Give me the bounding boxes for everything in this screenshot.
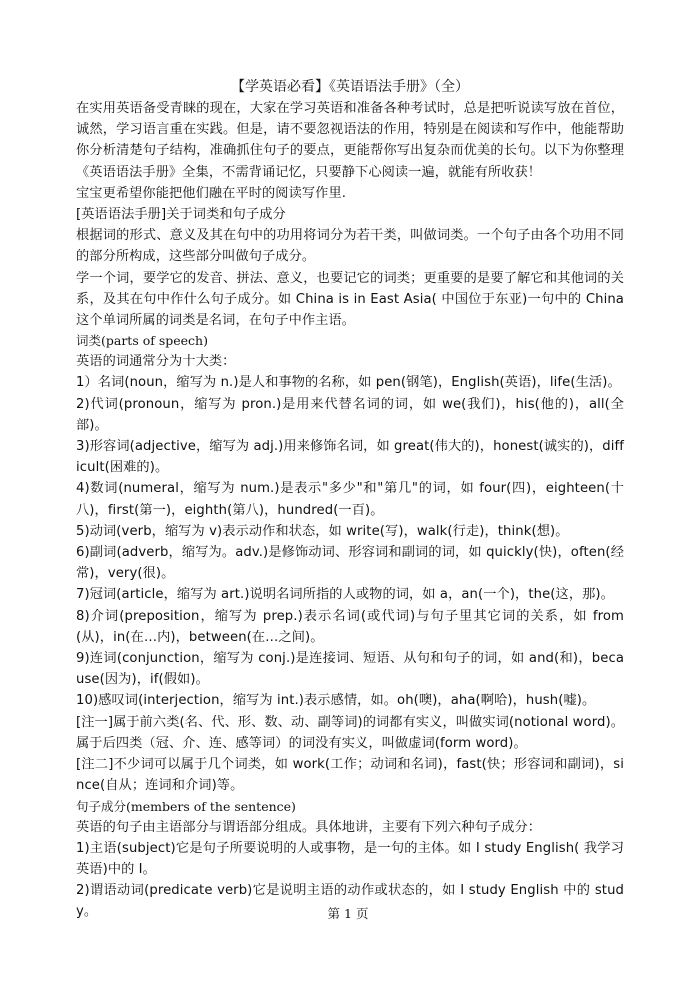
document-title: 【学英语必看】《英语语法手册》（全） — [231, 79, 469, 95]
page-number: 第 1 页 — [327, 906, 369, 921]
list-item: 1）名词(noun，缩写为 n.)是人和事物的名称，如 pen(钢笔)，English(英语)，life(生活)。 — [76, 375, 621, 391]
list-item: 2)谓语动词(predicate verb)它是说明主语的动作或状态的，如 I study English 中的 study。 — [76, 883, 624, 920]
list-item: 7)冠词(article，缩写为 art.)说明名词所指的人或物的词，如 a，an(一个)，the(这，那)。 — [76, 587, 614, 603]
note-item: [注一]属于前六类(名、代、形、数、动、副等词)的词都有实义，叫做实词(notional word)。属于后四类（冠、介、连、感等词）的词没有实义，叫做虚词(form word)。 — [76, 714, 625, 751]
list-item: 1)主语(subject)它是句子所要说明的人或事物，是一句的主体。如 I study English( 我学习英语)中的 I。 — [76, 840, 624, 877]
paragraph: 英语的词通常分为十大类： — [76, 354, 236, 370]
list-item: 9)连词(conjunction，缩写为 conj.)是连接词、短语、从句和句子的词，如 and(和)，because(因为)，if(假如)。 — [76, 651, 624, 688]
list-item: 2)代词(pronoun，缩写为 pron.)是用来代替名词的词，如 we(我们)，his(他的)，all(全部)。 — [76, 396, 624, 433]
list-item: 10)感叹词(interjection，缩写为 int.)表示感情，如。oh(噢)，aha(啊哈)，hush(嘘)。 — [76, 693, 596, 709]
paragraph: 根据词的形式、意义及其在句中的功用将词分为若干类，叫做词类。一个句子由各个功用不同的部分所构成，这些部分叫做句子成分。 — [76, 228, 624, 265]
paragraph: 英语的句子由主语部分与谓语部分组成。具体地讲，主要有下列六种句子成分： — [76, 819, 542, 835]
list-item: 6)副词(adverb，缩写为。adv.)是修饰动词、形容词和副词的词，如 quickly(快)，often(经常)，very(很)。 — [76, 545, 624, 582]
list-item: 5)动词(verb，缩写为 v)表示动作和状态，如 write(写)，walk(行走)，think(想)。 — [76, 523, 569, 539]
document-body — [76, 77, 624, 923]
paragraph: 学一个词，要学它的发音、拼法、意义，也要记它的词类；更重要的是要了解它和其他词的关系，及其在句中作什么句子成分。如 China is in East Asia( 中国位于东亚)一句中的 China 这个单词所属的词类是名词，在句子中作主语。 — [76, 270, 624, 329]
list-item: 8)介词(preposition，缩写为 prep.)表示名词(或代词)与句子里其它词的关系，如 from(从)，in(在…内)，between(在…之间)。 — [76, 608, 624, 645]
section-heading: [英语语法手册]关于词类和句子成分 — [76, 207, 286, 223]
subsection-heading: 词类(parts of speech) — [76, 333, 208, 349]
intro-paragraph: 在实用英语备受青睐的现在，大家在学习英语和准备各种考试时，总是把听说读写放在首位，诚然，学习语言重在实践。但是，请不要忽视语法的作用，特别是在阅读和写作中，他能帮助你分析清楚句子结构，准确抓住句子的要点，更能帮你写出复杂而优美的长句。以下为你整理《英语语法手册》全集，不需背诵记忆，只要静下心阅读一遍，就能有所收获！ — [76, 101, 624, 180]
note-paragraph: 宝宝更希望你能把他们融在平时的阅读写作里. — [76, 185, 347, 201]
subsection-heading: 句子成分(members of the sentence) — [76, 798, 296, 814]
list-item: 3)形容词(adjective，缩写为 adj.)用来修饰名词，如 great(伟大的)，honest(诚实的)，difficult(困难的)。 — [76, 439, 624, 476]
note-item: [注二]不少词可以属于几个词类，如 work(工作；动词和名词)，fast(快；形容词和副词)，since(自从；连词和介词)等。 — [76, 757, 624, 794]
list-item: 4)数词(numeral，缩写为 num.)是表示"多少"和"第几"的词，如 four(四)，eighteen(十八)，first(第一)，eighth(第八)，hundred(一百)。 — [76, 481, 624, 518]
